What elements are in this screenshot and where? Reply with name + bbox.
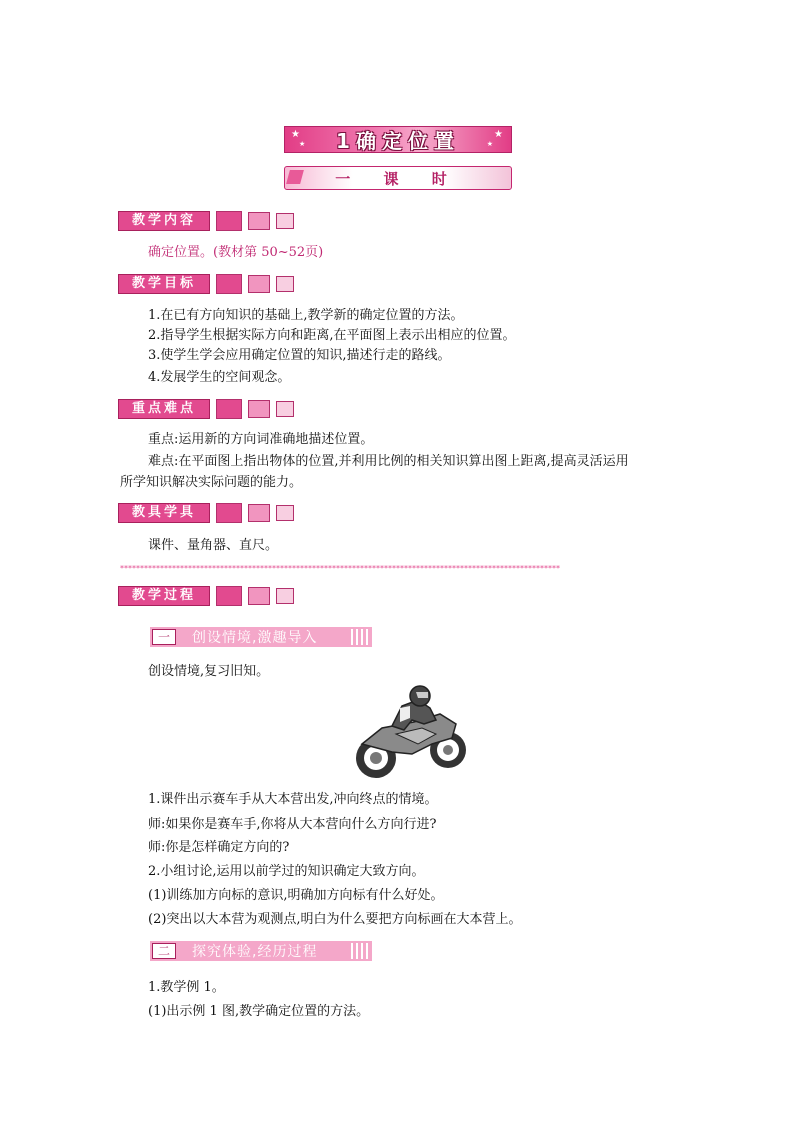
- section-decoration: [276, 276, 294, 292]
- section-decoration: [216, 274, 242, 294]
- section-header-goals: [118, 274, 294, 294]
- difficulty-text: 难点:在平面图上指出物体的位置,并利用比例的相关知识算出图上距离,提高灵活运用: [148, 454, 629, 469]
- page-title: 1确定位置: [336, 129, 460, 153]
- banner-decoration: [286, 170, 304, 184]
- step-text: (1)训练加方向标的意识,明确加方向标有什么好处。: [148, 888, 444, 903]
- difficulty-text-cont: 所学知识解决实际问题的能力。: [120, 475, 303, 490]
- section-label: 重点难点: [118, 399, 210, 419]
- content-text: 确定位置。(教材第 50~52页): [148, 245, 324, 260]
- section-header-tools: [118, 503, 294, 523]
- star-icon: ★: [291, 129, 300, 140]
- section-decoration: [248, 587, 270, 605]
- section-label: 教学目标: [118, 274, 210, 294]
- section-label: 教具学具: [118, 503, 210, 523]
- section-decoration: [216, 503, 242, 523]
- lesson-title: 一 课 时: [335, 169, 461, 188]
- step-decoration: [348, 943, 368, 959]
- section-decoration: [276, 401, 294, 417]
- section-label: 教学过程: [118, 586, 210, 606]
- lesson-banner: [284, 166, 512, 190]
- keypoint-text: 重点:运用新的方向词准确地描述位置。: [148, 432, 374, 447]
- star-icon: ★: [486, 140, 493, 148]
- goal-item: 3.使学生学会应用确定位置的知识,描述行走的路线。: [148, 348, 451, 363]
- section-decoration: [276, 588, 294, 604]
- step-title: 创设情境,激趣导入: [192, 630, 318, 646]
- step-text: 创设情境,复习旧知。: [148, 664, 270, 679]
- section-decoration: [216, 586, 242, 606]
- section-decoration: [216, 211, 242, 231]
- step-number: 二: [152, 943, 176, 959]
- step-text: 师:如果你是赛车手,你将从大本营向什么方向行进?: [148, 817, 437, 832]
- section-decoration: [248, 400, 270, 418]
- section-decoration: [216, 399, 242, 419]
- section-decoration: [276, 505, 294, 521]
- goal-item: 1.在已有方向知识的基础上,教学新的确定位置的方法。: [148, 308, 464, 323]
- section-label: 教学内容: [118, 211, 210, 231]
- goal-item: 2.指导学生根据实际方向和距离,在平面图上表示出相应的位置。: [148, 328, 516, 343]
- star-icon: ★: [494, 129, 503, 140]
- section-decoration: [248, 275, 270, 293]
- step-header-1: [150, 627, 372, 647]
- step-text: 1.教学例 1。: [148, 980, 225, 995]
- dotted-divider: **************************************************************************************************************: [120, 565, 560, 573]
- step-number: 一: [152, 629, 176, 645]
- step-text: 2.小组讨论,运用以前学过的知识确定大致方向。: [148, 864, 425, 879]
- step-title: 探究体验,经历过程: [192, 944, 318, 960]
- section-decoration: [248, 504, 270, 522]
- step-text: (1)出示例 1 图,教学确定位置的方法。: [148, 1004, 370, 1019]
- section-header-process: [118, 586, 294, 606]
- section-header-content: [118, 211, 294, 231]
- step-text: (2)突出以大本营为观测点,明白为什么要把方向标画在大本营上。: [148, 912, 522, 927]
- step-decoration: [348, 629, 368, 645]
- title-banner: [284, 126, 512, 153]
- tools-text: 课件、量角器、直尺。: [148, 538, 279, 553]
- motorcycle-racer-illustration: [352, 684, 470, 782]
- step-text: 师:你是怎样确定方向的?: [148, 840, 290, 855]
- section-decoration: [276, 213, 294, 229]
- section-header-keypoints: [118, 399, 294, 419]
- section-decoration: [248, 212, 270, 230]
- step-header-2: [150, 941, 372, 961]
- goal-item: 4.发展学生的空间观念。: [148, 370, 291, 385]
- star-icon: ★: [299, 140, 306, 148]
- step-text: 1.课件出示赛车手从大本营出发,冲向终点的情境。: [148, 792, 438, 807]
